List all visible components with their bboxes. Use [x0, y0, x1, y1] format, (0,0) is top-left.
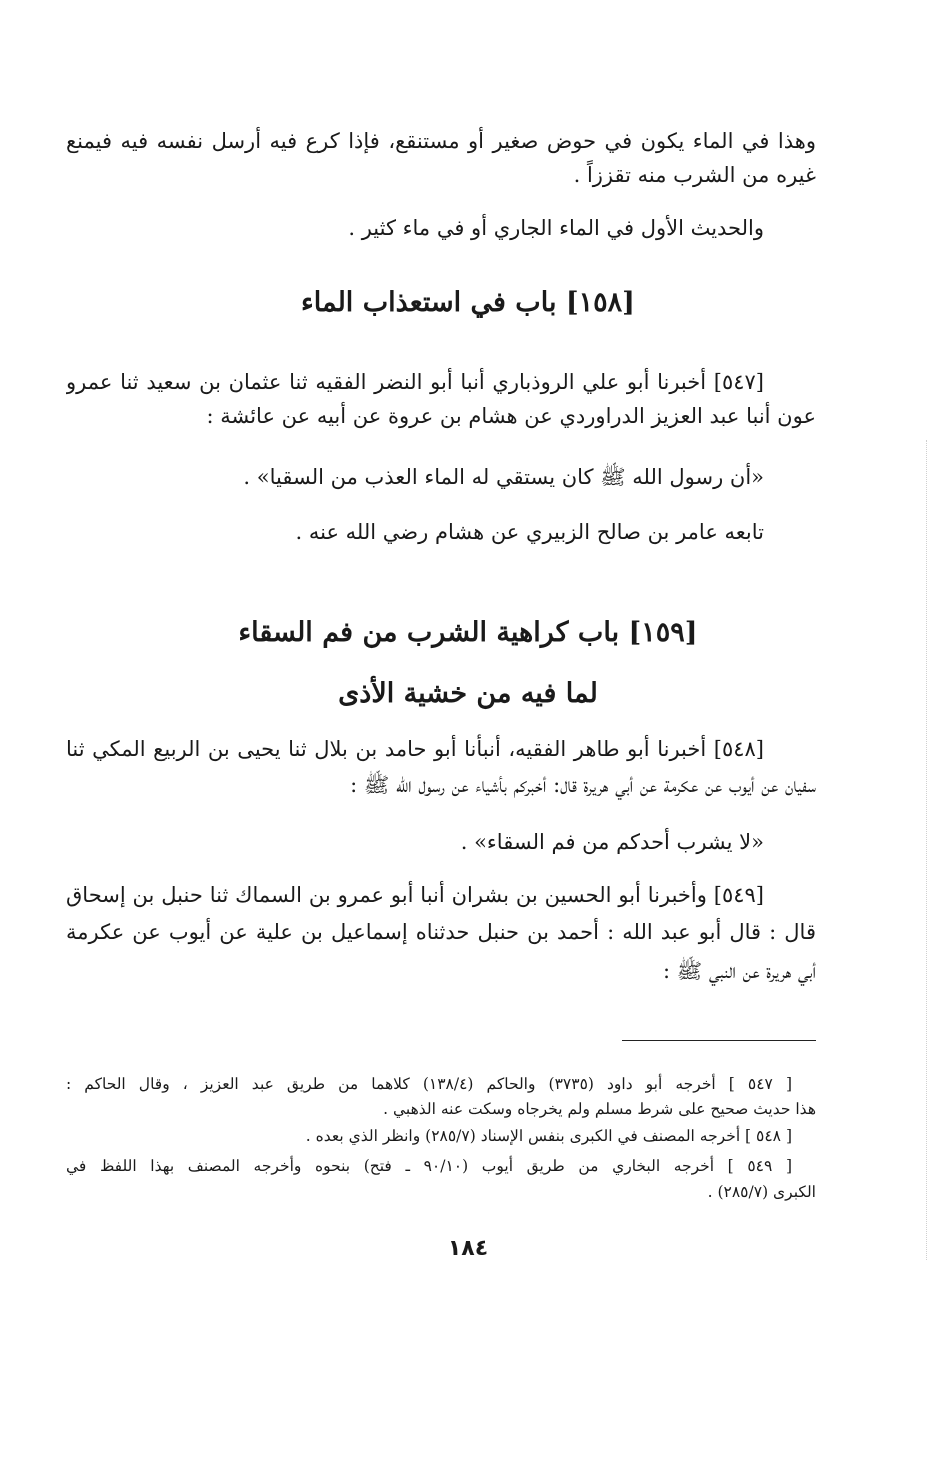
hadith-547-line-2: عون أنبا عبد العزيز الدراوردي عن هشام بن عروة عن أبيه عن عائشة :: [206, 404, 816, 428]
hadith-548-text: «لا يشرب أحدكم من فم السقاء» .: [460, 830, 764, 854]
body-line-1: وهذا في الماء يكون في حوض صغير أو مستنقع، فإذا كرع فيه أرسل نفسه فيه فيمنع: [66, 129, 816, 153]
hadith-547-line-1: [٥٤٧] أخبرنا أبو علي الروذباري أنبا أبو النضر الفقيه ثنا عثمان بن سعيد ثنا عمرو: [66, 370, 764, 394]
hadith-549-line-1: [٥٤٩] وأخبرنا أبو الحسين بن بشران أنبا أبو عمرو بن السماك ثنا حنبل بن إسحاق: [66, 883, 764, 907]
footnote-549-line-2: الكبرى (٢٨٥/٧) .: [707, 1183, 816, 1201]
footnote-547-line-2: هذا حديث صحيح على شرط مسلم ولم يخرجاه وسكت عنه الذهبي .: [383, 1100, 816, 1118]
hadith-548-line-2: سفيان عن أيوب عن عكرمة عن أبي هريرة قال: أخبركم بأشياء عن رسول الله ﷺ :: [350, 773, 816, 797]
footnote-separator: [622, 1040, 816, 1041]
section-159-heading: [١٥٩] باب كراهية الشرب من فم السقاء: [238, 617, 698, 648]
body-line-3: والحديث الأول في الماء الجاري أو في ماء كثير .: [348, 216, 764, 240]
hadith-549-line-2: قال : قال أبو عبد الله : أحمد بن حنبل حدثناه إسماعيل بن علية عن أيوب عن عكرمة: [66, 920, 816, 944]
body-line-2: غيره من الشرب منه تقززاً .: [573, 163, 816, 187]
scan-edge-mark: [926, 440, 927, 1260]
footnote-547-line-1: [ ٥٤٧ ] أخرجه أبو داود (٣٧٣٥) والحاكم (١٣٨/٤) كلاهما من طريق عبد العزيز ، وقال الحاكم :: [66, 1075, 792, 1093]
hadith-547-text: «أن رسول الله ﷺ كان يستقي له الماء العذب من السقيا» .: [243, 465, 764, 489]
hadith-548-line-1: [٥٤٨] أخبرنا أبو طاهر الفقيه، أنبأنا أبو حامد بن بلال ثنا يحيى بن الربيع المكي ثنا: [66, 737, 764, 761]
section-159-subheading: لما فيه من خشية الأذى: [338, 678, 598, 709]
section-158-heading: [١٥٨] باب في استعذاب الماء: [301, 287, 635, 318]
footnote-548: [ ٥٤٨ ] أخرجه المصنف في الكبرى بنفس الإسناد (٢٨٥/٧) وانظر الذي بعده .: [305, 1127, 792, 1145]
page-number: ١٨٤: [447, 1236, 489, 1261]
hadith-547-note: تابعه عامر بن صالح الزبيري عن هشام رضي الله عنه .: [295, 520, 764, 544]
footnote-549-line-1: [ ٥٤٩ ] أخرجه البخاري من طريق أيوب (٩٠/١٠ ـ فتح) بنحوه وأخرجه المصنف بهذا اللفظ في: [66, 1157, 792, 1175]
hadith-549-line-3: أبي هريرة عن النبي ﷺ :: [663, 959, 816, 983]
